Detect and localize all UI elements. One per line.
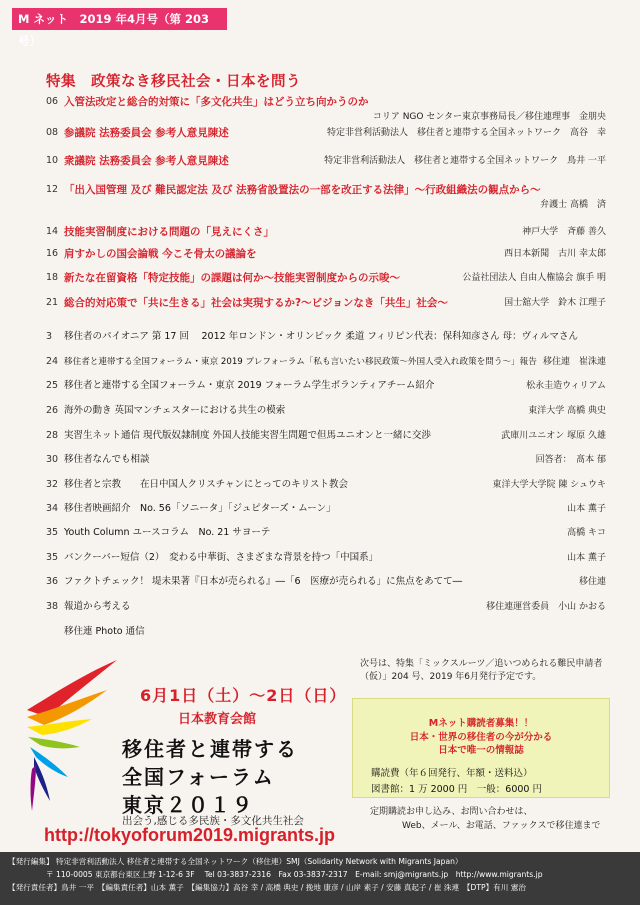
page-number: 06 (46, 96, 59, 107)
regular-article[interactable] (46, 355, 606, 369)
subscription-tagline: 日本・世界の移住者の今が分かる (409, 732, 553, 743)
article-author: 東洋大学大学院 陳 シュウキ (492, 480, 606, 490)
article-author: 松永圭造ウィリアム (526, 381, 606, 391)
article-author: 西日本新聞 古川 幸太郎 (504, 249, 606, 259)
regular-article[interactable] (46, 600, 606, 614)
article-author: 特定非営利活動法人 移住者と連帯する全国ネットワーク 鳥井 一平 (324, 156, 606, 166)
article-author: 移住連 (578, 577, 606, 587)
issue-header: M ネット 2019 年4月号（第 203 号） (12, 8, 227, 30)
page-number: 28 (46, 430, 59, 441)
event-name-line1: 移住者と連帯する (122, 737, 298, 761)
page-number: 26 (46, 405, 59, 416)
article-author: 回答者： 髙本 郁 (535, 455, 606, 465)
article-title: 海外の動き 英国マンチェスターにおける共生の模索 (64, 405, 286, 416)
event-name-line3: 東京２０１９ (122, 793, 254, 817)
article-title: Youth Column ユースコラム No. 21 サヨーテ (64, 527, 271, 538)
page-number: 08 (46, 127, 59, 138)
page-number: 14 (46, 226, 59, 237)
feature-article[interactable] (46, 225, 606, 239)
article-title: 参議院 法務委員会 参考人意見陳述 (64, 127, 229, 139)
footer-publisher: 【発行編集】 特定非営利活動法人 移住者と連帯する全国ネットワーク（移住連）SMJ（Solidarity Network with Migrants Japan） (8, 857, 463, 866)
article-title: 技能実習制度における問題の「見えにくさ」 (64, 226, 274, 238)
page-number: 12 (46, 184, 59, 195)
article-author: 移住連 崔洙連 (542, 357, 606, 367)
page-number: 24 (46, 356, 59, 367)
regular-article[interactable] (46, 453, 606, 467)
article-title: 肩すかしの国会論戦 今こそ骨太の議論を (64, 248, 257, 260)
page-number: 10 (46, 155, 59, 166)
subscription-tagline-2: 日本で唯一の情報誌 (438, 745, 524, 756)
regular-article[interactable] (46, 625, 606, 639)
regular-article[interactable] (46, 404, 606, 418)
regular-article[interactable] (46, 429, 606, 443)
article-title: バンクーバー短信（2） 変わる中華街、さまざまな背景を持つ「中国系」 (64, 552, 379, 563)
article-author: 武庫川ユニオン 塚原 久雄 (501, 431, 606, 441)
forum-wing-logo (22, 655, 122, 815)
regular-article[interactable] (46, 551, 606, 565)
subscription-box (352, 698, 610, 798)
regular-article[interactable] (46, 575, 606, 589)
article-author: 神戸大学 斉藤 善久 (522, 227, 606, 237)
article-title: 総合的対応策で「共に生きる」社会は実現するか?～ビジョンなき「共生」社会～ (64, 297, 448, 309)
feature-heading: 特集 政策なき移民社会・日本を問う (46, 74, 301, 90)
page-number: 36 (46, 576, 59, 587)
article-author: 弁護士 高橋 済 (540, 200, 606, 210)
feature-article[interactable] (46, 126, 606, 140)
regular-article[interactable] (46, 526, 606, 540)
article-title: 移住者映画紹介 No. 56「ソニータ」「ジュピターズ・ムーン」 (64, 503, 336, 514)
page-number: 18 (46, 272, 59, 283)
regular-article[interactable] (46, 502, 606, 516)
feature-article[interactable] (46, 95, 606, 122)
article-author: 国士舘大学 鈴木 江理子 (504, 298, 606, 308)
footer-address: 〒 110-0005 東京都台東区上野 1-12-6 3F Tel 03-3837-2316 Fax 03-3837-2317 E-mail: smj@migrants.jp http://www.migrants.jp (46, 870, 543, 879)
article-author: 東洋大学 高橋 典史 (528, 406, 606, 416)
article-title: 実習生ネット通信 現代版奴隷制度 外国人技能実習生問題で但馬ユニオンと一緒に交渉 (64, 430, 432, 441)
feature-article[interactable] (46, 183, 606, 213)
article-title: 移住者なんでも相談 (64, 454, 150, 465)
feature-article[interactable] (46, 271, 606, 285)
event-date: 6月1日（土）～2日（日） (140, 686, 347, 705)
page-number: 35 (46, 552, 59, 563)
article-author: 特定非営利活動法人 移住者と連帯する全国ネットワーク 高谷 幸 (326, 128, 606, 138)
feature-article[interactable] (46, 154, 606, 168)
article-title: 移住者のパイオニア 第 17 回 2012 年ロンドン・オリンピック 柔道 フィリピン代表：保科知彦さん 母：ヴィルマさん (64, 331, 579, 342)
feature-article[interactable] (46, 247, 606, 261)
article-author: コリア NGO センター東京事務局長／移住連理事 金朋央 (372, 112, 606, 122)
subscription-price: 図書館：1 万 2000 円 一般：6000 円 (371, 784, 542, 795)
article-title: 移住連 Photo 通信 (64, 626, 145, 637)
contact-line2: Web、メール、お電話、ファックスで移住連まで (402, 821, 601, 831)
article-author: 高橋 キコ (567, 528, 606, 538)
article-title: 移住者と宗教 在日中国人クリスチャンにとってのキリスト教会 (64, 479, 348, 490)
article-author: 移住連運営委員 小山 かおる (486, 602, 606, 612)
page-number: 32 (46, 479, 59, 490)
subscription-fee-label: 購読費（年６回発行、年額・送料込） (371, 768, 533, 779)
footer-credits: 【発行責任者】鳥井 一平 【編集責任者】山本 薫子 【編集協力】高谷 幸 / 高橋 典史 / 挽地 康彦 / 山岸 素子 / 安藤 真起子 / 崔 洙連 【DTP】有川 憲治 (8, 883, 526, 892)
article-title: 「出入国管理 及び 難民認定法 及び 法務省設置法の一部を改正する法律」～行政組織法の観点から～ (64, 184, 541, 196)
page-number: 21 (46, 297, 59, 308)
article-author: 山本 薫子 (567, 504, 606, 514)
event-subtitle: 出会う,感じる多民族・多文化共生社会 (122, 815, 304, 827)
event-url-link[interactable]: http://tokyoforum2019.migrants.jp (44, 825, 336, 845)
regular-article[interactable] (46, 330, 606, 344)
subscription-callout: Mネット購読者募集！！ (428, 718, 534, 729)
publisher-footer (0, 852, 640, 905)
article-title: 移住者と連帯する全国フォーラム・東京 2019 プレフォーラム「私も言いたい移民政策～外国人受入れ政策を問う～」報告 (64, 357, 537, 367)
article-title: 入管法改定と総合的対策に「多文化共生」はどう立ち向かうのか (64, 96, 369, 108)
article-title: 報道から考える (64, 601, 131, 612)
page-number: 25 (46, 380, 59, 391)
article-author: 山本 薫子 (567, 553, 606, 563)
page-number: 34 (46, 503, 59, 514)
page-number: 16 (46, 248, 59, 259)
feature-article[interactable] (46, 296, 606, 310)
page-number: 38 (46, 601, 59, 612)
event-name-line2: 全国フォーラム (122, 765, 275, 789)
article-title: 移住者と連帯する全国フォーラム・東京 2019 フォーラム学生ボランティアチーム紹介 (64, 380, 435, 391)
regular-article[interactable] (46, 478, 606, 492)
event-venue: 日本教育会館 (178, 712, 257, 727)
page-number: 3 (46, 331, 53, 342)
article-title: 新たな在留資格「特定技能」の課題は何か～技能実習制度からの示唆～ (64, 272, 400, 284)
contact-line1: 定期購読お申し込み、お問い合わせは、 (370, 807, 533, 817)
contact-note (370, 805, 620, 833)
page-number: 30 (46, 454, 59, 465)
next-issue-note: 次号は、特集「ミックスルーツ／追いつめられる難民申請者（仮）」204 号、2019 年6月発行予定です。 (360, 659, 603, 682)
article-title: 衆議院 法務委員会 参考人意見陳述 (64, 155, 229, 167)
article-author: 公益社団法人 自由人権協会 旗手 明 (462, 273, 606, 283)
article-title: ファクトチェック！ 堤未果著『日本が売られる』―「6 医療が売られる」に焦点をあてて― (64, 576, 463, 587)
regular-article[interactable] (46, 379, 606, 393)
page-number: 35 (46, 527, 59, 538)
